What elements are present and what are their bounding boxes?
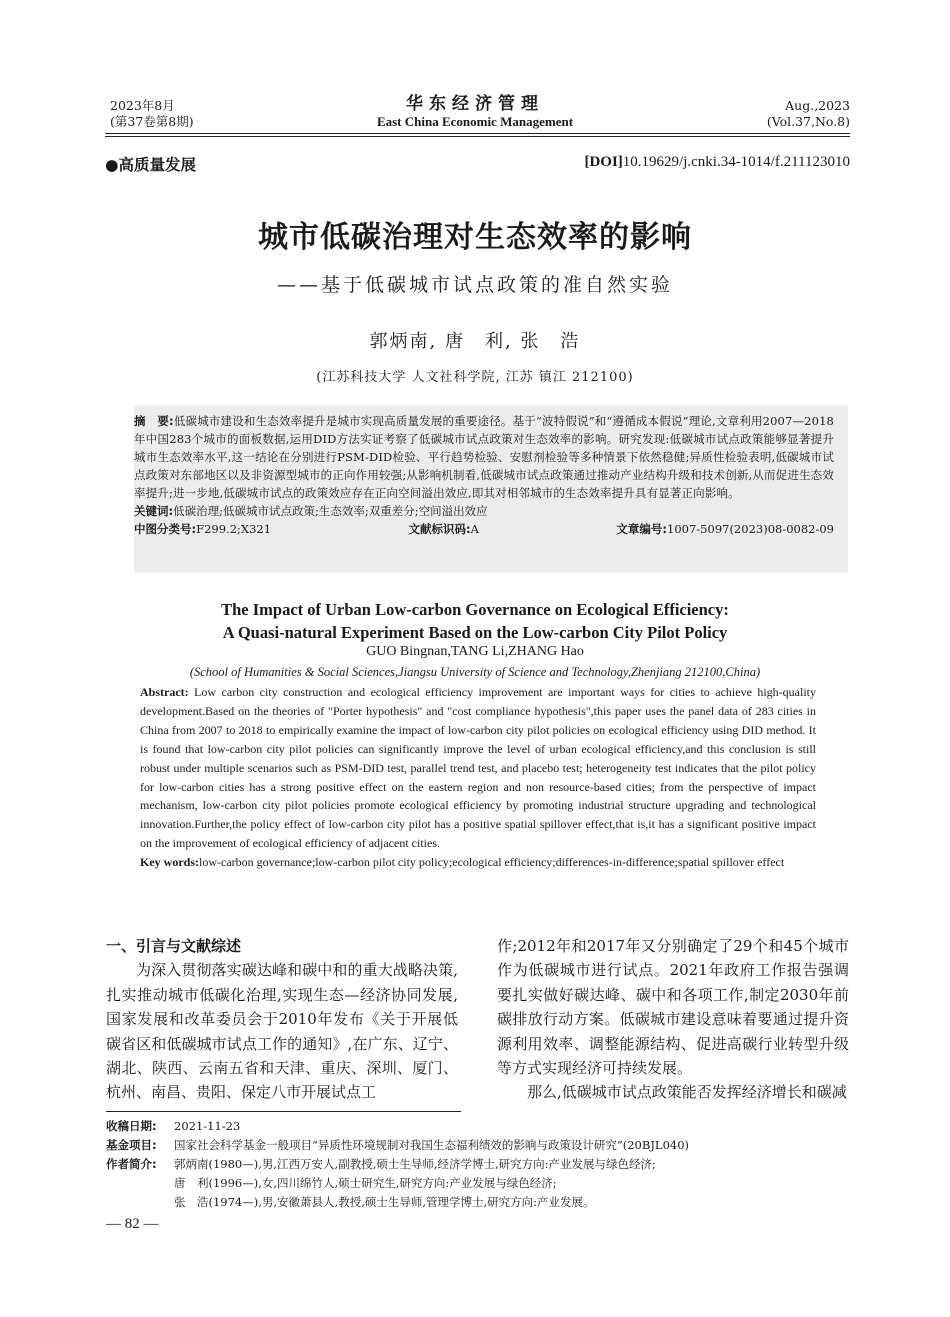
bio-author-2: 唐 利(1996—),女,四川绵竹人,硕士研究生,研究方向:产业发展与绿色经济; xyxy=(174,1176,557,1190)
article-number-label: 文章编号: xyxy=(616,522,668,536)
classification-row xyxy=(134,520,834,538)
doc-code-value: A xyxy=(470,522,479,536)
abstract-cn xyxy=(134,412,834,502)
bio-author-3: 张 浩(1974—),男,安徽萧县人,教授,硕士生导师,管理学博士,研究方向:产业发展。 xyxy=(174,1195,595,1209)
fund-value: 国家社会科学基金一般项目“异质性环境规制对我国生态福利绩效的影响与政策设计研究”(20BJL040) xyxy=(174,1138,690,1152)
doi-label: [DOI] xyxy=(584,154,623,170)
issue-date-line1: 2023年8月 xyxy=(110,98,175,113)
issue-date-en xyxy=(767,98,850,130)
article-number-value: 1007-5097(2023)08-0082-09 xyxy=(667,522,834,536)
body-paragraph: 那么,低碳城市试点政策能否发挥经济增长和碳减 xyxy=(527,1083,847,1102)
journal-name-en: East China Economic Management xyxy=(376,114,574,129)
header-rule-top xyxy=(105,133,850,134)
header-rule-bottom xyxy=(105,136,850,137)
body-column-right xyxy=(497,934,849,1105)
body-paragraph-continued: 作;2012年和2017年又分别确定了29个和45个城市作为低碳城市进行试点。2021年政府工作报告强调要扎实做好碳达峰、碳中和各项工作,制定2030年前碳排放行动方案。低碳城市建设意味着要通过提升资源利用效率、调整能源结构、促进高碳行业转型升级等方式实现经济可持续发展。 xyxy=(497,937,849,1078)
english-title-line1: The Impact of Urban Low-carbon Governance on Ecological Efficiency: xyxy=(221,600,729,619)
abstract-box-cn xyxy=(134,405,848,573)
footnotes xyxy=(106,1117,851,1212)
page-number: — 82 — xyxy=(106,1216,159,1232)
english-abstract-block xyxy=(140,683,816,872)
doi-value: 10.19629/j.cnki.34-1014/f.211123010 xyxy=(622,154,850,170)
doc-code-label: 文献标识码: xyxy=(408,522,471,536)
journal-masthead xyxy=(300,94,650,130)
english-keywords-text: low-carbon governance;low-carbon pilot city policy;ecological efficiency;differences-in-difference;spatial spillover effect xyxy=(199,855,785,870)
received-label: 收稿日期: xyxy=(106,1119,157,1133)
abstract-cn-label: 摘 要: xyxy=(134,414,174,428)
clc-code xyxy=(134,520,271,538)
issue-date-en-line2: (Vol.37,No.8) xyxy=(766,114,850,129)
english-abstract-text: Low carbon city construction and ecological efficiency improvement are important ways for cities to achieve high-quality development.Based on the theories of "Porter hypothesis" and "cost compliance hypothesis",this paper uses the panel data of 283 cities in China from 2007 to 2018 to empirically examine the impact of low-carbon city pilot policies on ecological efficiency using DID method. It is found that low-carbon city pilot policies can significantly improve the level of urban ecological efficiency,and this conclusion is still robust under multiple scenarios such as PSM-DID test, parallel trend test, and placebo test; heterogeneity test indicates that the pilot policy for low-carbon cities has a strong positive effect on the eastern region and non resource-based cities; from the perspective of impact mechanism, low-carbon city pilot policies promote ecological efficiency by promoting industrial structure upgrading and technological innovation.Further,the policy effect of low-carbon city pilot has a positive spatial spillover effect,that is,it has a significant positive impact on the improvement of ecological efficiency of adjacent cities. xyxy=(140,685,816,851)
english-keywords xyxy=(140,853,816,872)
english-title xyxy=(0,598,950,644)
bio-author-1: 郭炳南(1980—),男,江西万安人,副教授,硕士生导师,经济学博士,研究方向:产业发展与绿色经济; xyxy=(174,1157,656,1171)
english-keywords-label: Key words: xyxy=(140,855,199,870)
fund-project xyxy=(106,1136,851,1155)
issue-date-en-line1: Aug.,2023 xyxy=(785,98,850,113)
english-authors: GUO Bingnan,TANG Li,ZHANG Hao xyxy=(366,644,584,659)
keywords-cn xyxy=(134,502,834,520)
clc-label: 中图分类号: xyxy=(134,522,197,536)
paper-title: 城市低碳治理对生态效率的影响 xyxy=(258,220,692,255)
fund-label: 基金项目: xyxy=(106,1138,157,1152)
english-title-line2: A Quasi-natural Experiment Based on the Low-carbon City Pilot Policy xyxy=(222,623,728,642)
keywords-cn-text: 低碳治理;低碳城市试点政策;生态效率;双重差分;空间溢出效应 xyxy=(173,504,488,518)
section-heading: 一、引言与文献综述 xyxy=(106,937,242,955)
english-affiliation: (School of Humanities & Social Sciences,Jiangsu University of Science and Technology,Zhenjiang 212100,China) xyxy=(189,665,761,679)
received-date xyxy=(106,1117,851,1136)
body-paragraph: 为深入贯彻落实碳达峰和碳中和的重大战略决策,扎实推动城市低碳化治理,实现生态—经济协同发展,国家发展和改革委员会于2010年发布《关于开展低碳省区和低碳城市试点工作的通知》,在广东、辽宁、湖北、陕西、云南五省和天津、重庆、深圳、厦门、杭州、南昌、贵阳、保定八市开展试点工 xyxy=(106,961,458,1102)
issue-date-cn xyxy=(110,98,194,130)
abstract-cn-text: 低碳城市建设和生态效率提升是城市实现高质量发展的重要途径。基于“波特假说”和“遵循成本假说”理论,文章利用2007—2018年中国283个城市的面板数据,运用DID方法实证考察了低碳城市试点政策对生态效率的影响。研究发现:低碳城市试点政策能够显著提升城市生态效率水平,这一结论在分别进行PSM-DID检验、平行趋势检验、安慰剂检验等多种情景下依然稳健;异质性检验表明,低碳城市试点政策对东部地区以及非资源型城市的正向作用较强;从影响机制看,低碳城市试点政策通过推动产业结构升级和技术创新,从而促进生态效率提升;进一步地,低碳城市试点的政策效应存在正向空间溢出效应,即其对相邻城市的生态效率提升具有显著正向影响。 xyxy=(134,414,834,500)
paper-subtitle: ——基于低碳城市试点政策的准自然实验 xyxy=(276,274,673,296)
received-value: 2021-11-23 xyxy=(174,1119,241,1133)
authors: 郭炳南, 唐 利, 张 浩 xyxy=(369,331,581,352)
footnote-rule xyxy=(106,1111,461,1112)
bio-label: 作者简介: xyxy=(106,1157,157,1171)
issue-date-line2: (第37卷第8期) xyxy=(110,114,194,129)
journal-name-cn: 华东经济管理 xyxy=(406,94,544,114)
clc-value: F299.2;X321 xyxy=(196,522,272,536)
english-abstract xyxy=(140,683,816,853)
article-number xyxy=(616,520,834,538)
keywords-cn-label: 关键词: xyxy=(134,504,174,518)
affiliation: (江苏科技大学 人文社科学院, 江苏 镇江 212100) xyxy=(316,370,634,385)
doc-code xyxy=(409,520,479,538)
author-bio xyxy=(106,1155,851,1174)
section-tag: ●高质量发展 xyxy=(105,156,197,174)
body-column-left xyxy=(106,934,458,1105)
doi xyxy=(584,154,850,171)
english-abstract-label: Abstract: xyxy=(140,685,189,699)
